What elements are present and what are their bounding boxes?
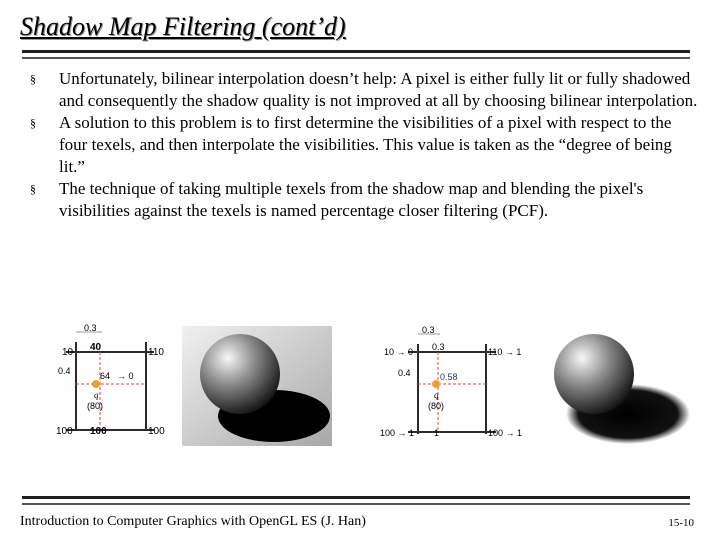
sample-point bbox=[432, 380, 440, 388]
texel-top-value: 0.3 bbox=[432, 342, 445, 352]
bullet-marker-icon: § bbox=[30, 182, 36, 196]
point-depth: (80) bbox=[428, 401, 445, 411]
sample-point bbox=[92, 380, 100, 388]
sphere bbox=[200, 334, 280, 414]
title-rule-thick bbox=[22, 50, 690, 53]
bullet-text: A solution to this problem is to first determine the visibilities of a pixel with respect to the four texels, and then interpolate the visibilities. This value is taken as the “degree of being lit.” bbox=[59, 113, 672, 176]
point-depth: (80) bbox=[87, 401, 104, 411]
offset-v-label: 0.4 bbox=[58, 366, 71, 376]
interp-value: 64 bbox=[100, 371, 111, 381]
texel-tl-value: 10 → 0 bbox=[384, 347, 414, 357]
texel-bottom-value: 1 bbox=[434, 428, 440, 438]
texel-br-value: 100 → 1 bbox=[488, 428, 523, 438]
texel-br-value: 100 bbox=[148, 426, 165, 437]
texel-bl-value: 100 → 1 bbox=[380, 428, 415, 438]
texel-tl-value: 10 bbox=[62, 347, 74, 358]
bilinear-diagram bbox=[54, 322, 174, 442]
texel-bl-value: 100 bbox=[56, 426, 73, 437]
point-label: q bbox=[94, 390, 99, 400]
bullet-text: The technique of taking multiple texels from the shadow map and blending the pixel's visibilities against the texels is named percentage closer filtering (PCF). bbox=[59, 179, 644, 220]
bullet-item bbox=[30, 178, 700, 222]
pcf-diagram bbox=[378, 324, 528, 444]
pcf-shadow-render bbox=[540, 326, 690, 446]
footer-course-title: Introduction to Computer Graphics with OpenGL ES (J. Han) bbox=[20, 514, 366, 529]
bullet-marker-icon: § bbox=[30, 116, 36, 130]
sphere bbox=[554, 334, 634, 414]
bullet-text: Unfortunately, bilinear interpolation doesn’t help: A pixel is either fully lit or fully shadowed and consequently the shadow quality is not improved at all by choosing bilinear interpolation. bbox=[59, 69, 698, 110]
offset-h-label: 0.3 bbox=[422, 325, 435, 335]
offset-h-label: 0.3 bbox=[84, 323, 97, 333]
texel-top-value: 40 bbox=[90, 342, 102, 353]
offset-v-label: 0.4 bbox=[398, 368, 411, 378]
interp-arrow: → 0 bbox=[117, 371, 134, 381]
footer-rule-thick bbox=[22, 496, 690, 499]
bullet-marker-icon: § bbox=[30, 72, 36, 86]
footer-rule-thin bbox=[22, 503, 690, 505]
bullet-item bbox=[30, 68, 700, 112]
slide-title: Shadow Map Filtering (cont’d) bbox=[20, 12, 346, 41]
point-label: q bbox=[434, 390, 439, 400]
title-rule-thin bbox=[22, 57, 690, 59]
interp-value: 0.58 bbox=[440, 372, 458, 382]
texel-tr-value: 110 → 1 bbox=[488, 347, 522, 357]
texel-bottom-value: 100 bbox=[90, 426, 107, 437]
hard-shadow-render bbox=[182, 326, 332, 446]
texel-tr-value: 110 bbox=[148, 347, 164, 358]
bullet-item bbox=[30, 112, 700, 178]
bullet-list bbox=[30, 68, 700, 222]
footer-page-number: 15-10 bbox=[668, 517, 694, 529]
